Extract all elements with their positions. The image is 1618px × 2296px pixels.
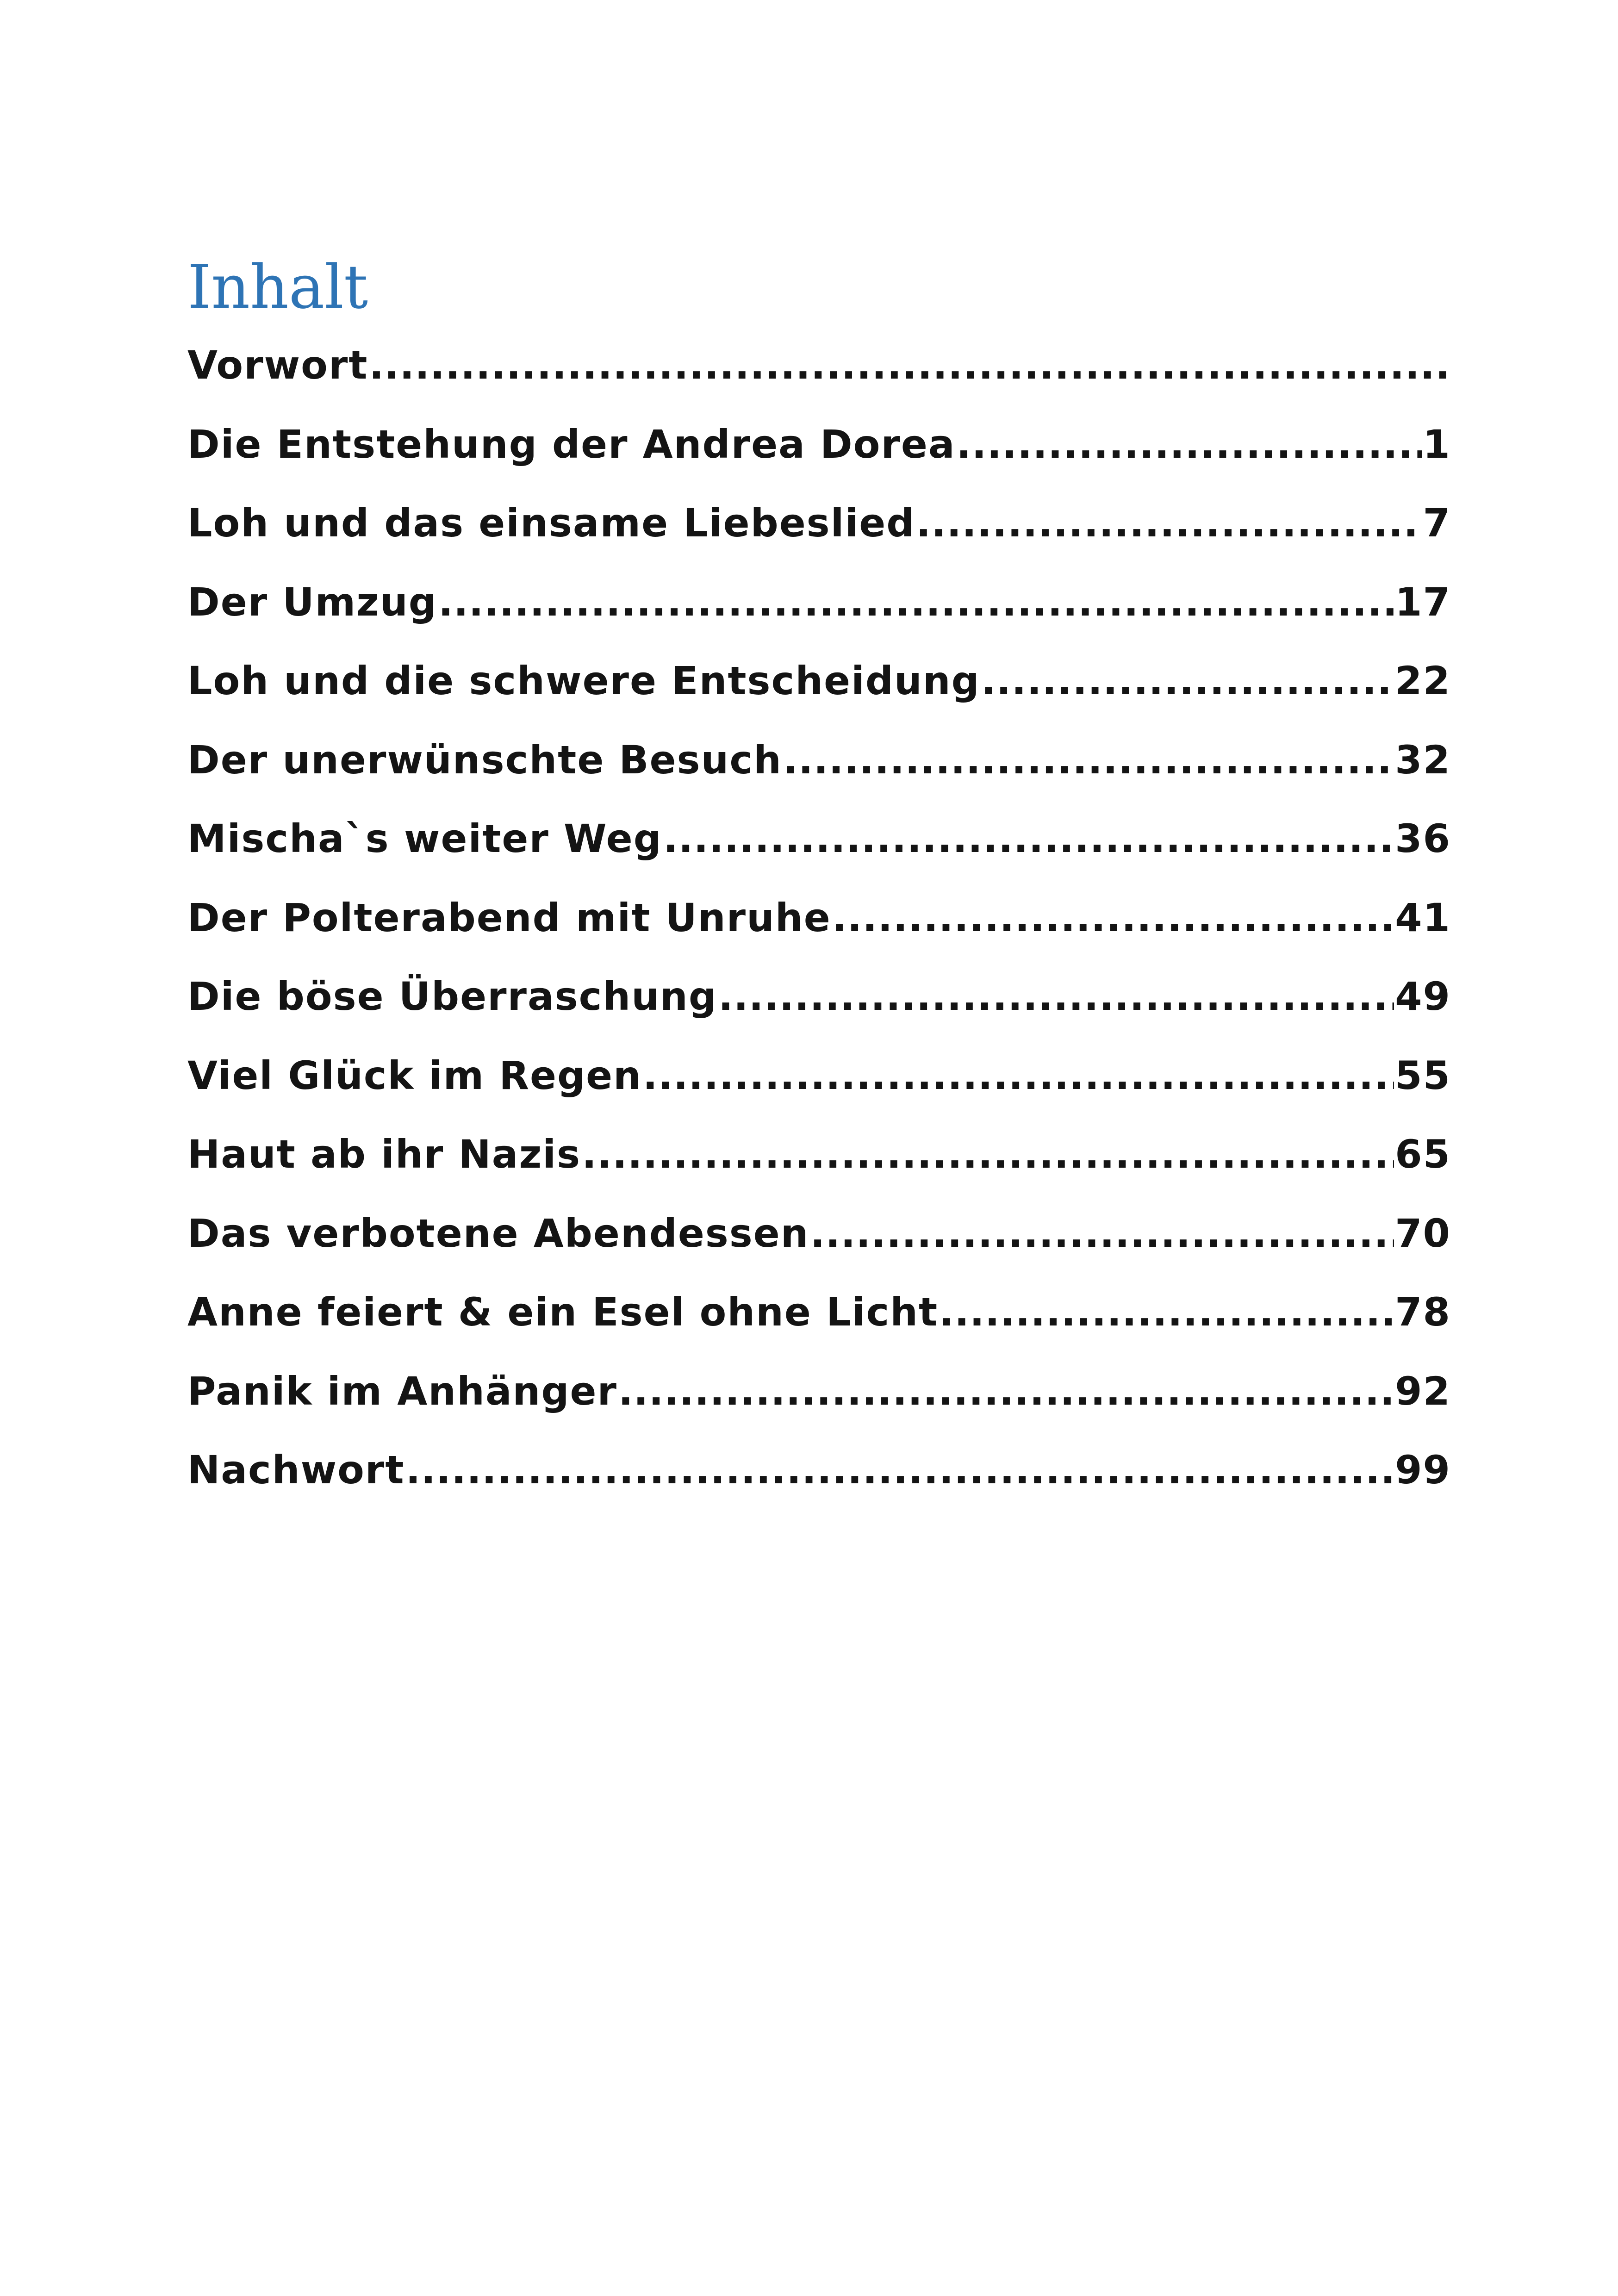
toc-entry-der-umzug[interactable] — [187, 579, 1451, 659]
toc-entry-label: Das verbotene Abendessen — [187, 1210, 809, 1256]
toc-dot-leader — [832, 895, 1394, 940]
toc-title: Inhalt — [187, 252, 368, 322]
toc-entry-label: Die Entstehung der Andrea Dorea — [187, 421, 956, 467]
toc-entry-label: Haut ab ihr Nazis — [187, 1132, 581, 1177]
toc-entry-panik-im-anhaenger[interactable] — [187, 1369, 1451, 1448]
toc-entry-page: 92 — [1395, 1368, 1451, 1414]
toc-entry-label: Loh und die schwere Entscheidung — [187, 658, 980, 703]
toc-entry-label: Vorwort — [187, 342, 368, 388]
toc-dot-leader — [939, 1289, 1394, 1335]
toc-entry-page: 41 — [1395, 895, 1451, 940]
toc-entry-label: Der Polterabend mit Unruhe — [187, 895, 831, 940]
toc-entry-nachwort[interactable] — [187, 1447, 1451, 1526]
toc-entry-page: 17 — [1395, 579, 1451, 625]
toc-entry-page: 55 — [1395, 1052, 1451, 1098]
toc-entry-die-entstehung-der-andrea-dorea[interactable] — [187, 422, 1451, 501]
toc-dot-leader — [369, 342, 1450, 388]
toc-entry-loh-und-das-einsame-liebeslied[interactable] — [187, 500, 1451, 579]
toc-entry-page: 49 — [1395, 974, 1451, 1019]
toc-dot-leader — [438, 579, 1394, 625]
toc-entry-der-polterabend-mit-unruhe[interactable] — [187, 895, 1451, 974]
toc-entry-haut-ab-ihr-nazis[interactable] — [187, 1132, 1451, 1211]
toc-entry-label: Der Umzug — [187, 579, 437, 625]
toc-dot-leader — [618, 1369, 1394, 1414]
toc-entry-page: 1 — [1423, 421, 1451, 467]
toc-entry-loh-und-die-schwere-entscheidung[interactable] — [187, 658, 1451, 737]
toc-dot-leader — [405, 1447, 1394, 1493]
toc-entry-label: Mischa`s weiter Weg — [187, 816, 662, 861]
toc-entry-label: Der unerwünschte Besuch — [187, 737, 782, 783]
toc-list — [187, 342, 1451, 1526]
toc-dot-leader — [582, 1132, 1394, 1177]
toc-entry-vorwort[interactable] — [187, 342, 1451, 422]
toc-entry-label: Nachwort — [187, 1447, 405, 1493]
toc-entry-label: Panik im Anhänger — [187, 1368, 617, 1414]
toc-dot-leader — [783, 737, 1394, 783]
toc-dot-leader — [663, 816, 1394, 861]
toc-dot-leader — [718, 974, 1394, 1019]
toc-entry-page: 70 — [1395, 1210, 1451, 1256]
table-of-contents — [187, 250, 1451, 1526]
toc-entry-page: 32 — [1395, 737, 1451, 783]
toc-entry-das-verbotene-abendessen[interactable] — [187, 1211, 1451, 1290]
toc-entry-viel-glueck-im-regen[interactable] — [187, 1053, 1451, 1132]
toc-dot-leader — [643, 1053, 1394, 1098]
toc-dot-leader — [981, 658, 1394, 703]
toc-entry-label: Die böse Überraschung — [187, 974, 717, 1019]
toc-entry-page: 22 — [1395, 658, 1451, 703]
toc-entry-page: 7 — [1423, 500, 1451, 546]
toc-entry-page: 36 — [1395, 816, 1451, 861]
toc-entry-page: 78 — [1395, 1289, 1451, 1335]
toc-dot-leader — [916, 500, 1422, 546]
toc-entry-die-boese-ueberraschung[interactable] — [187, 974, 1451, 1053]
toc-entry-mischas-weiter-weg[interactable] — [187, 816, 1451, 895]
toc-entry-label: Loh und das einsame Liebeslied — [187, 500, 915, 546]
toc-entry-anne-feiert-ein-esel-ohne-licht[interactable] — [187, 1289, 1451, 1369]
toc-entry-der-unerwuenschte-besuch[interactable] — [187, 737, 1451, 816]
toc-entry-label: Viel Glück im Regen — [187, 1052, 642, 1098]
toc-dot-leader — [957, 422, 1422, 467]
toc-dot-leader — [810, 1211, 1394, 1256]
toc-entry-page: 99 — [1395, 1447, 1451, 1493]
toc-entry-page: 65 — [1395, 1132, 1451, 1177]
toc-entry-label: Anne feiert & ein Esel ohne Licht — [187, 1289, 939, 1335]
